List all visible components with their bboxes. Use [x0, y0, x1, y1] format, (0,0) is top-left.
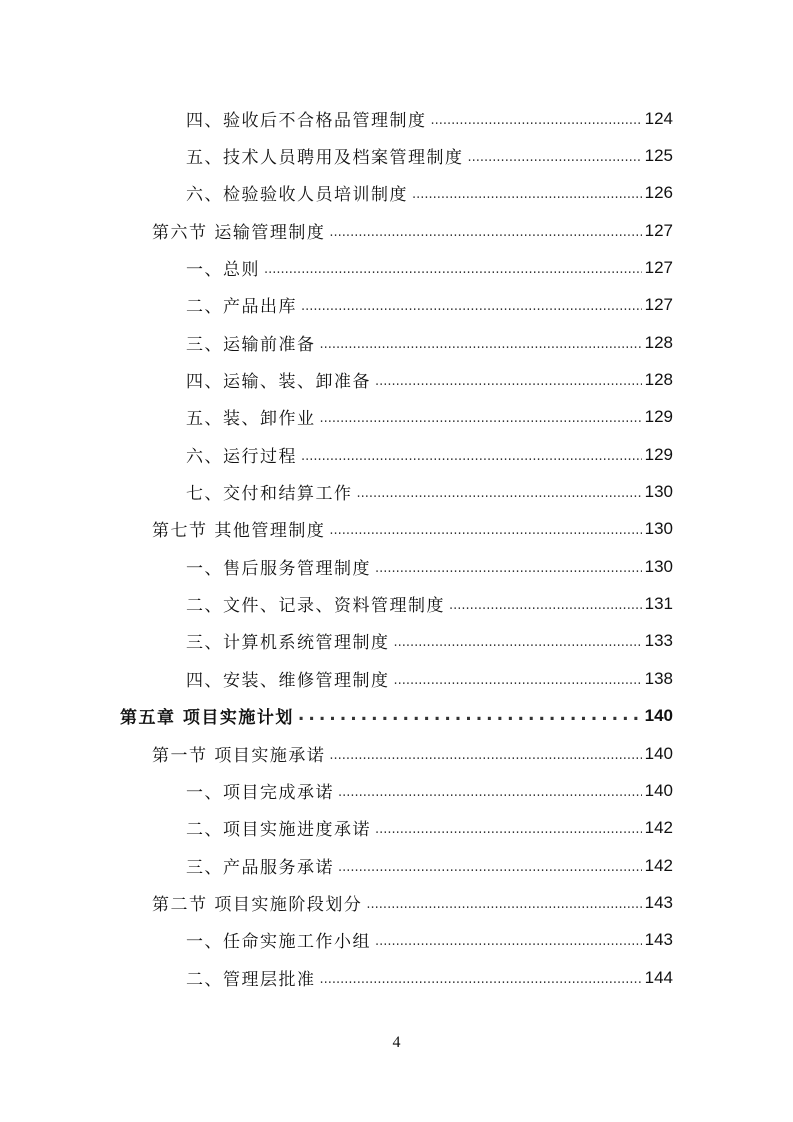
toc-entry-label: 二、产品出库 [186, 297, 297, 317]
toc-entry-page: 138 [644, 668, 673, 688]
toc-entry-label: 四、验收后不合格品管理制度 [186, 111, 427, 131]
toc-entry[interactable] [186, 473, 673, 510]
toc-entry-page: 143 [644, 892, 673, 912]
toc-entry-label: 七、交付和结算工作 [186, 484, 353, 504]
toc-entry-page: 130 [644, 518, 673, 538]
toc-entry-label: 一、项目完成承诺 [186, 783, 334, 803]
page-number: 4 [392, 1034, 401, 1051]
toc-entry-page: 127 [644, 220, 673, 240]
toc-entry-page: 125 [644, 145, 673, 165]
toc-entry[interactable] [186, 809, 673, 846]
toc-chapter-entry[interactable] [120, 697, 673, 734]
toc-entry-label: 四、运输、装、卸准备 [186, 372, 371, 392]
toc-entry-label: 五、装、卸作业 [186, 409, 316, 429]
toc-entry-page: 143 [644, 929, 673, 949]
toc-entry-label: 五、技术人员聘用及档案管理制度 [186, 148, 464, 168]
toc-entry[interactable] [186, 921, 673, 958]
toc-entry[interactable] [186, 622, 673, 659]
dot-leader [468, 151, 642, 164]
toc-entry[interactable] [186, 174, 673, 211]
toc-entry-page: 140 [644, 743, 673, 763]
dot-leader [375, 935, 642, 948]
toc-entry[interactable] [186, 100, 673, 137]
dot-leader [375, 823, 642, 836]
toc-entry[interactable] [186, 959, 673, 996]
toc-entry-label: 三、运输前准备 [186, 335, 316, 355]
toc-entry-label: 二、管理层批准 [186, 970, 316, 990]
toc-entry[interactable] [186, 324, 673, 361]
toc-entry-label: 二、文件、记录、资料管理制度 [186, 596, 445, 616]
toc-entry-label: 六、检验验收人员培训制度 [186, 185, 408, 205]
toc-entry-label: 一、售后服务管理制度 [186, 559, 371, 579]
toc-entry-page: 128 [644, 369, 673, 389]
toc-entry-label: 六、运行过程 [186, 447, 297, 467]
toc-entry[interactable] [186, 585, 673, 622]
toc-entry-label: 第六节 运输管理制度 [152, 223, 326, 243]
dot-leader [449, 599, 642, 612]
toc-entry-page: 128 [644, 332, 673, 352]
toc-entry-label: 四、安装、维修管理制度 [186, 671, 390, 691]
toc-entry[interactable] [186, 660, 673, 697]
toc-entry-page: 133 [644, 630, 673, 650]
dot-leader [338, 861, 642, 874]
dot-leader [329, 226, 641, 239]
toc-entry-label: 第五章 项目实施计划 [120, 708, 294, 728]
toc-entry[interactable] [186, 398, 673, 435]
toc-section-entry[interactable] [152, 510, 673, 547]
toc-section-entry[interactable] [152, 735, 673, 772]
toc-entry[interactable] [186, 548, 673, 585]
dot-leader [357, 487, 642, 500]
dot-leader [394, 636, 642, 649]
dot-leader [301, 450, 642, 463]
toc-entry[interactable] [186, 361, 673, 398]
toc-entry-label: 二、项目实施进度承诺 [186, 820, 371, 840]
toc-entry[interactable] [186, 436, 673, 473]
toc-entry-page: 126 [644, 182, 673, 202]
toc-entry-page: 129 [644, 444, 673, 464]
toc-entry-page: 140 [644, 705, 673, 725]
toc-entry[interactable] [186, 286, 673, 323]
toc-entry-page: 130 [644, 481, 673, 501]
toc-entry-label: 第一节 项目实施承诺 [152, 746, 326, 766]
toc-entry-label: 三、产品服务承诺 [186, 858, 334, 878]
dot-leader [329, 749, 641, 762]
toc-entry-page: 142 [644, 855, 673, 875]
toc-entry[interactable] [186, 772, 673, 809]
dot-leader [375, 375, 642, 388]
dot-leader [431, 114, 642, 127]
dot-leader [320, 338, 642, 351]
toc-entry-page: 142 [644, 817, 673, 837]
dot-leader [320, 973, 642, 986]
toc-entry-label: 第七节 其他管理制度 [152, 521, 326, 541]
toc-entry-label: 一、任命实施工作小组 [186, 932, 371, 952]
toc-entry-label: 第二节 项目实施阶段划分 [152, 895, 363, 915]
dot-leader [320, 412, 642, 425]
toc-entry-page: 129 [644, 406, 673, 426]
dot-leader [329, 524, 641, 537]
toc-entry-page: 131 [644, 593, 673, 613]
dot-leader [394, 674, 642, 687]
dot-leader [375, 562, 642, 575]
toc-entry-page: 124 [644, 108, 673, 128]
toc-entry-label: 三、计算机系统管理制度 [186, 633, 390, 653]
toc-entry[interactable] [186, 249, 673, 286]
toc-entry-page: 127 [644, 257, 673, 277]
dot-leader [298, 707, 642, 724]
dot-leader [366, 898, 641, 911]
dot-leader [412, 188, 642, 201]
toc-entry[interactable] [186, 847, 673, 884]
toc-entry[interactable] [186, 137, 673, 174]
toc-entry-page: 144 [644, 967, 673, 987]
toc-entry-page: 130 [644, 556, 673, 576]
toc-section-entry[interactable] [152, 884, 673, 921]
toc-section-entry[interactable] [152, 212, 673, 249]
toc-entry-page: 127 [644, 294, 673, 314]
toc-entry-page: 140 [644, 780, 673, 800]
dot-leader [338, 786, 642, 799]
dot-leader [264, 263, 642, 276]
dot-leader [301, 300, 642, 313]
toc-entry-label: 一、总则 [186, 260, 260, 280]
